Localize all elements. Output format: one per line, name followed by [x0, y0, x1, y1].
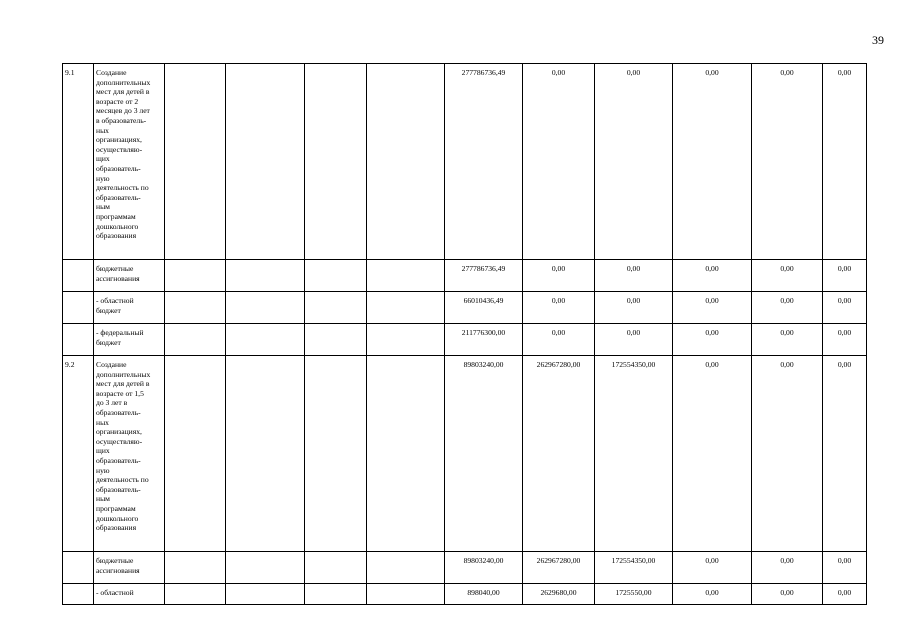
description-line: в образователь- [96, 115, 147, 125]
description-line: ным [96, 494, 110, 504]
description-line: щих [96, 446, 110, 456]
description-line: щих [96, 154, 110, 164]
description-line: ным [96, 202, 110, 212]
value-cell: 0,00 [523, 324, 595, 356]
empty-cell [226, 552, 305, 584]
empty-cell [226, 324, 305, 356]
description-line: возрасте от 1,5 [96, 388, 144, 398]
row-number-cell [63, 552, 94, 584]
value-cell: 89803240,00 [445, 552, 523, 584]
value-cell: 0,00 [823, 552, 867, 584]
value-cell: 0,00 [752, 584, 823, 605]
value-cell: 172554350,00 [595, 356, 673, 552]
value-cell: 0,00 [595, 292, 673, 324]
description-line: бюджетные [96, 264, 134, 273]
value-cell: 0,00 [673, 64, 752, 260]
empty-cell [305, 260, 367, 292]
empty-cell [165, 324, 226, 356]
row-number-cell: 9.2 [63, 356, 94, 552]
row-number-cell: 9.1 [63, 64, 94, 260]
value-cell: 211776300,00 [445, 324, 523, 356]
value-cell: 0,00 [673, 584, 752, 605]
empty-cell [305, 324, 367, 356]
empty-cell [226, 584, 305, 605]
value-cell: 89803240,00 [445, 356, 523, 552]
description-line: программам [96, 211, 136, 221]
value-cell: 0,00 [673, 260, 752, 292]
empty-cell [305, 552, 367, 584]
description-cell [94, 552, 165, 584]
row-number-cell [63, 324, 94, 356]
value-cell: 0,00 [752, 356, 823, 552]
description-cell [94, 356, 165, 552]
description-line: программам [96, 503, 136, 513]
description-cell [94, 64, 165, 260]
value-cell: 277786736,49 [445, 64, 523, 260]
row-number-cell [63, 292, 94, 324]
description-line: - областной [96, 296, 134, 305]
table-row [63, 324, 867, 356]
value-cell: 0,00 [673, 552, 752, 584]
description-line: дополнительных [96, 369, 151, 379]
description-line: ассигнования [96, 565, 140, 575]
row-number-cell [63, 260, 94, 292]
description-line: ных [96, 125, 109, 135]
value-cell: 0,00 [752, 292, 823, 324]
description-line: деятельность по [96, 475, 149, 485]
description-line: ных [96, 417, 109, 427]
empty-cell [226, 356, 305, 552]
value-cell: 262967280,00 [523, 356, 595, 552]
table-row [63, 64, 867, 260]
description-cell [94, 292, 165, 324]
table-row [63, 292, 867, 324]
value-cell: 0,00 [523, 292, 595, 324]
empty-cell [367, 552, 445, 584]
value-cell: 0,00 [673, 292, 752, 324]
description-line: осуществляю- [96, 436, 143, 446]
value-cell: 0,00 [595, 324, 673, 356]
description-line: бюджетные [96, 556, 134, 565]
empty-cell [226, 260, 305, 292]
value-cell: 0,00 [752, 64, 823, 260]
description-line: Создание [96, 68, 127, 77]
empty-cell [165, 552, 226, 584]
description-line: дополнительных [96, 77, 151, 87]
page-number: 39 [872, 33, 884, 47]
value-cell: 0,00 [823, 356, 867, 552]
description-line: образователь- [96, 484, 141, 494]
value-cell: 172554350,00 [595, 552, 673, 584]
value-cell: 66010436,49 [445, 292, 523, 324]
value-cell: 1725550,00 [595, 584, 673, 605]
description-line: возрасте от 2 [96, 96, 139, 106]
description-line: осуществляю- [96, 144, 143, 154]
empty-cell [165, 64, 226, 260]
description-line: - областной [96, 588, 134, 597]
value-cell: 0,00 [673, 324, 752, 356]
budget-table [62, 63, 867, 605]
empty-cell [367, 356, 445, 552]
description-line: до 3 лет в [96, 398, 128, 408]
description-line: образователь- [96, 192, 141, 202]
value-cell: 0,00 [823, 64, 867, 260]
empty-cell [305, 292, 367, 324]
value-cell: 0,00 [823, 292, 867, 324]
description-line: мест для детей в [96, 87, 150, 97]
empty-cell [165, 356, 226, 552]
value-cell: 0,00 [595, 64, 673, 260]
empty-cell [367, 292, 445, 324]
description-line: организациях, [96, 427, 142, 437]
description-line: бюджет [96, 337, 121, 347]
description-line: деятельность по [96, 183, 149, 193]
description-line: образователь- [96, 407, 141, 417]
value-cell: 0,00 [752, 324, 823, 356]
value-cell: 262967280,00 [523, 552, 595, 584]
description-line: - федеральный [96, 328, 144, 337]
value-cell: 0,00 [523, 260, 595, 292]
value-cell: 277786736,49 [445, 260, 523, 292]
value-cell: 0,00 [752, 260, 823, 292]
value-cell: 0,00 [823, 324, 867, 356]
description-line: образователь- [96, 455, 141, 465]
value-cell: 0,00 [823, 260, 867, 292]
description-line: образования [96, 523, 137, 533]
description-line: образователь- [96, 163, 141, 173]
table-row [63, 552, 867, 584]
empty-cell [165, 584, 226, 605]
description-line: ассигнования [96, 273, 140, 283]
value-cell: 0,00 [595, 260, 673, 292]
description-line: ную [96, 465, 110, 475]
description-line: организациях, [96, 135, 142, 145]
table-row [63, 356, 867, 552]
description-cell [94, 324, 165, 356]
empty-cell [367, 64, 445, 260]
empty-cell [226, 292, 305, 324]
empty-cell [305, 584, 367, 605]
description-line: образования [96, 231, 137, 241]
row-number-cell [63, 584, 94, 605]
table-row [63, 584, 867, 605]
empty-cell [367, 584, 445, 605]
empty-cell [165, 260, 226, 292]
value-cell: 0,00 [752, 552, 823, 584]
value-cell: 0,00 [673, 356, 752, 552]
description-line: ную [96, 173, 110, 183]
empty-cell [226, 64, 305, 260]
description-line: бюджет [96, 305, 121, 315]
empty-cell [367, 260, 445, 292]
value-cell: 0,00 [523, 64, 595, 260]
empty-cell [305, 356, 367, 552]
description-line: месяцев до 3 лет [96, 106, 150, 116]
value-cell: 898040,00 [445, 584, 523, 605]
description-line: Создание [96, 360, 127, 369]
description-cell [94, 260, 165, 292]
description-line: мест для детей в [96, 379, 150, 389]
table-row [63, 260, 867, 292]
description-line: дошкольного [96, 221, 139, 231]
value-cell: 2629680,00 [523, 584, 595, 605]
description-cell [94, 584, 165, 605]
empty-cell [305, 64, 367, 260]
description-line: дошкольного [96, 513, 139, 523]
value-cell: 0,00 [823, 584, 867, 605]
empty-cell [165, 292, 226, 324]
empty-cell [367, 324, 445, 356]
